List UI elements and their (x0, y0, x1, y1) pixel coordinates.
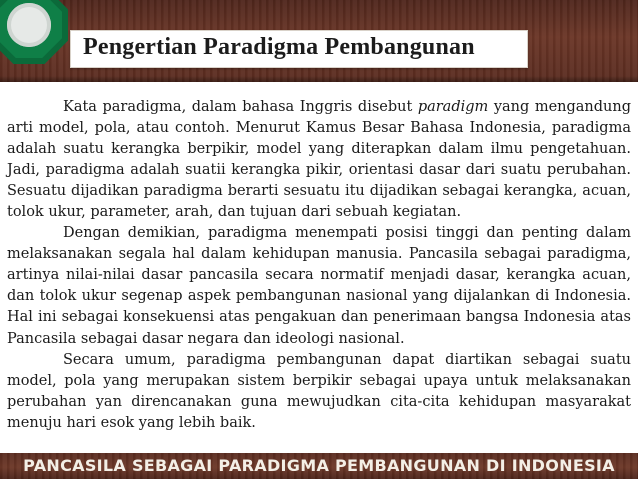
bottom-banner (0, 453, 638, 479)
paragraph-3: Secara umum, paradigma pembangunan dapat diartikan sebagai suatu model, pola yang merupakan sistem berpikir sebagai upaya untuk melaksanakan perubahan yan direncanakan guna mewujudkan cita-cita kehidupan masyarakat menuju hari esok yang lebih baik. (7, 351, 631, 431)
paragraph-1-italic-term: paradigm (417, 99, 489, 115)
slide-title: Pengertian Paradigma Pembangunan (83, 34, 475, 60)
paragraph-1-start: Kata paradigma, dalam bahasa Inggris disebut (63, 99, 418, 115)
top-banner (0, 0, 638, 82)
title-box (70, 30, 528, 68)
paragraph-1-rest: yang mengandung arti model, pola, atau contoh. Menurut Kamus Besar Bahasa Indonesia, paradigma adalah suatu kerangka berpikir, model yang diterapkan dalam ilmu pengetahuan. Jadi, paradigma adalah suatii kerangka pikir, orientasi dasar dari suatu perubahan. Sesuatu dijadikan paradigma berarti sesuatu itu dijadikan sebagai kerangka, acuan, tolok ukur, parameter, arah, dan tujuan dari sebuah kegiatan. (7, 99, 631, 221)
octagon-badge-icon (0, 0, 68, 64)
paragraph-1 (7, 97, 631, 223)
paragraph-2: Dengan demikian, paradigma menempati posisi tinggi dan penting dalam melaksanakan segala hal dalam kehidupan manusia. Pancasila sebagai paradigma, artinya nilai-nilai dasar pancasila secara normatif menjadi dasar, kerangka acuan, dan tolok ukur segenap aspek pembangunan nasional yang dijalankan di Indonesia. Hal ini sebagai konsekuensi atas pengakuan dan penerimaan bangsa Indonesia atas Pancasila sebagai dasar negara dan ideologi nasional. (7, 225, 631, 347)
slide-content (7, 97, 631, 434)
badge-core (7, 3, 51, 47)
footer-title: PANCASILA SEBAGAI PARADIGMA PEMBANGUNAN DI INDONESIA (23, 456, 615, 475)
